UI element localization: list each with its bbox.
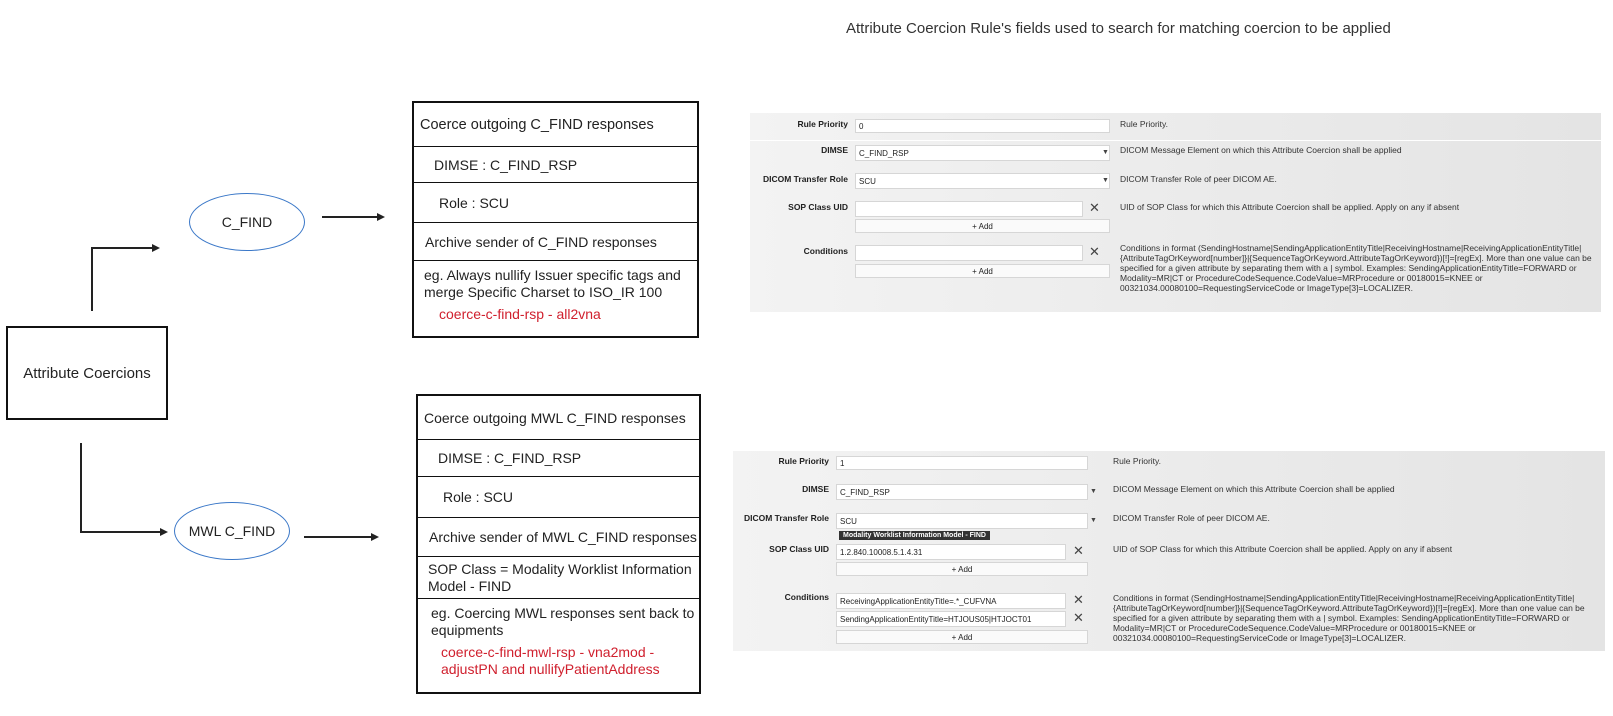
stack-heading: Coerce outgoing C_FIND responses bbox=[414, 103, 697, 147]
sop-input[interactable] bbox=[855, 201, 1083, 217]
example-cell bbox=[418, 599, 699, 692]
role-label: DICOM Transfer Role bbox=[743, 513, 829, 523]
archive-cell: Archive sender of MWL C_FIND responses bbox=[418, 518, 699, 557]
coercion-form-2 bbox=[733, 451, 1605, 651]
sop-label: SOP Class UID bbox=[788, 202, 848, 212]
sop-add-button[interactable]: + Add bbox=[836, 562, 1088, 576]
role-cell: Role : SCU bbox=[418, 477, 699, 518]
rule-priority-label: Rule Priority bbox=[797, 119, 848, 129]
dimse-label: DIMSE bbox=[802, 484, 829, 494]
diagram-title: Attribute Coercion Rule's fields used to search for matching coercion to be applied bbox=[846, 20, 1391, 37]
mwl-c-find-details bbox=[416, 394, 701, 694]
connector-up-h bbox=[91, 247, 153, 249]
close-icon[interactable]: ✕ bbox=[1089, 200, 1100, 215]
arrowhead bbox=[160, 528, 168, 536]
arrowhead bbox=[371, 533, 379, 541]
dimse-cell: DIMSE : C_FIND_RSP bbox=[418, 440, 699, 477]
example-text: eg. Always nullify Issuer specific tags and merge Specific Charset to ISO_IR 100 bbox=[424, 267, 681, 300]
rule-priority-input[interactable]: 1 bbox=[836, 456, 1088, 470]
archive-cell: Archive sender of C_FIND responses bbox=[414, 223, 697, 261]
connector-down bbox=[80, 443, 82, 532]
role-desc: DICOM Transfer Role of peer DICOM AE. bbox=[1113, 513, 1270, 523]
arrowhead bbox=[377, 213, 385, 221]
example-cell bbox=[414, 261, 697, 336]
rule-name: coerce-c-find-mwl-rsp - vna2mod - adjustPN and nullifyPatientAddress bbox=[441, 644, 660, 677]
rule-priority-desc: Rule Priority. bbox=[1120, 119, 1169, 129]
dimse-desc: DICOM Message Element on which this Attribute Coercion shall be applied bbox=[1120, 145, 1402, 155]
dimse-desc: DICOM Message Element on which this Attribute Coercion shall be applied bbox=[1113, 484, 1395, 494]
dimse-select[interactable]: C_FIND_RSP bbox=[855, 145, 1110, 161]
rule-priority-desc: Rule Priority. bbox=[1113, 456, 1162, 466]
sop-class-tooltip: Modality Worklist Information Model - FIND bbox=[839, 531, 990, 540]
chevron-down-icon: ▼ bbox=[1090, 488, 1097, 495]
conditions-input[interactable] bbox=[855, 245, 1083, 261]
rule-priority-input[interactable]: 0 bbox=[855, 119, 1110, 133]
stack-heading: Coerce outgoing MWL C_FIND responses bbox=[418, 396, 699, 440]
sop-input[interactable]: 1.2.840.10008.5.1.4.31 bbox=[836, 544, 1066, 560]
c-find-details bbox=[412, 101, 699, 338]
attribute-coercions-box: Attribute Coercions bbox=[6, 326, 168, 420]
sop-desc: UID of SOP Class for which this Attribute Coercion shall be applied. Apply on any if absent bbox=[1113, 544, 1453, 554]
role-desc: DICOM Transfer Role of peer DICOM AE. bbox=[1120, 174, 1277, 184]
conditions-label: Conditions bbox=[784, 592, 829, 602]
role-cell: Role : SCU bbox=[414, 183, 697, 223]
connector-c-find bbox=[322, 216, 378, 218]
conditions-add-button[interactable]: + Add bbox=[855, 264, 1110, 278]
role-select[interactable]: SCU bbox=[855, 173, 1110, 189]
conditions-add-button[interactable]: + Add bbox=[836, 630, 1088, 644]
chevron-down-icon: ▼ bbox=[1090, 517, 1097, 524]
conditions-input[interactable]: SendingApplicationEntityTitle=HTJOUS05|HTJOCT01 bbox=[836, 611, 1066, 627]
dimse-label: DIMSE bbox=[821, 145, 848, 155]
dimse-select[interactable]: C_FIND_RSP bbox=[836, 484, 1088, 500]
sop-add-button[interactable]: + Add bbox=[855, 219, 1110, 233]
connector-up bbox=[91, 247, 93, 311]
conditions-desc: Conditions in format (SendingHostname|SendingApplicationEntityTitle|ReceivingHostname|ReceivingApplicationEntityTitle|{AttributeTagOrKeyword[number]}|{SequenceTagOrKeyword.AttributeTagOrKeyword})[!]=[regEx]. More than one value can be specified for a given attribute by separating them with a | symbol. Examples: SendingApplicationEntityTitle=FORWARD or Modality=MR|CT or ProcedureCodeSequence.CodeValue=MRProcedure or 00180015=KNEE or 00321034.00080100=RequestingServiceCode or ImageType[3]=LOCALIZER. bbox=[1113, 593, 1585, 643]
chevron-down-icon: ▼ bbox=[1102, 149, 1109, 156]
chevron-down-icon: ▼ bbox=[1102, 177, 1109, 184]
close-icon[interactable]: ✕ bbox=[1073, 592, 1084, 607]
close-icon[interactable]: ✕ bbox=[1073, 543, 1084, 558]
example-text: eg. Coercing MWL responses sent back to equipments bbox=[431, 605, 695, 638]
rule-priority-label: Rule Priority bbox=[778, 456, 829, 466]
role-select[interactable]: SCU bbox=[836, 513, 1088, 529]
mwl-c-find-oval: MWL C_FIND bbox=[174, 502, 290, 560]
arrowhead bbox=[152, 244, 160, 252]
close-icon[interactable]: ✕ bbox=[1073, 610, 1084, 625]
sop-class-cell: SOP Class = Modality Worklist Information Model - FIND bbox=[418, 557, 699, 599]
connector-down-h bbox=[80, 531, 161, 533]
c-find-oval: C_FIND bbox=[189, 193, 305, 251]
rule-name: coerce-c-find-rsp - all2vna bbox=[439, 306, 601, 322]
close-icon[interactable]: ✕ bbox=[1089, 244, 1100, 259]
conditions-input[interactable]: ReceivingApplicationEntityTitle=.*_CUFVNA bbox=[836, 593, 1066, 609]
sop-desc: UID of SOP Class for which this Attribute Coercion shall be applied. Apply on any if absent bbox=[1120, 202, 1460, 212]
coercion-form-1 bbox=[750, 113, 1601, 312]
connector-mwl bbox=[304, 536, 372, 538]
dimse-cell: DIMSE : C_FIND_RSP bbox=[414, 147, 697, 183]
conditions-label: Conditions bbox=[803, 246, 848, 256]
conditions-desc: Conditions in format (SendingHostname|SendingApplicationEntityTitle|ReceivingHostname|ReceivingApplicationEntityTitle|{AttributeTagOrKeyword[number]}|{SequenceTagOrKeyword.AttributeTagOrKeyword})[!]=[regEx]. More than one value can be specified for a given attribute by separating them with a | symbol. Examples: SendingApplicationEntityTitle=FORWARD or Modality=MR|CT or ProcedureCodeSequence.CodeValue=MRProcedure or 00180015=KNEE or 00321034.00080100=RequestingServiceCode or ImageType[3]=LOCALIZER. bbox=[1120, 243, 1592, 293]
role-label: DICOM Transfer Role bbox=[762, 174, 848, 184]
sop-label: SOP Class UID bbox=[769, 544, 829, 554]
